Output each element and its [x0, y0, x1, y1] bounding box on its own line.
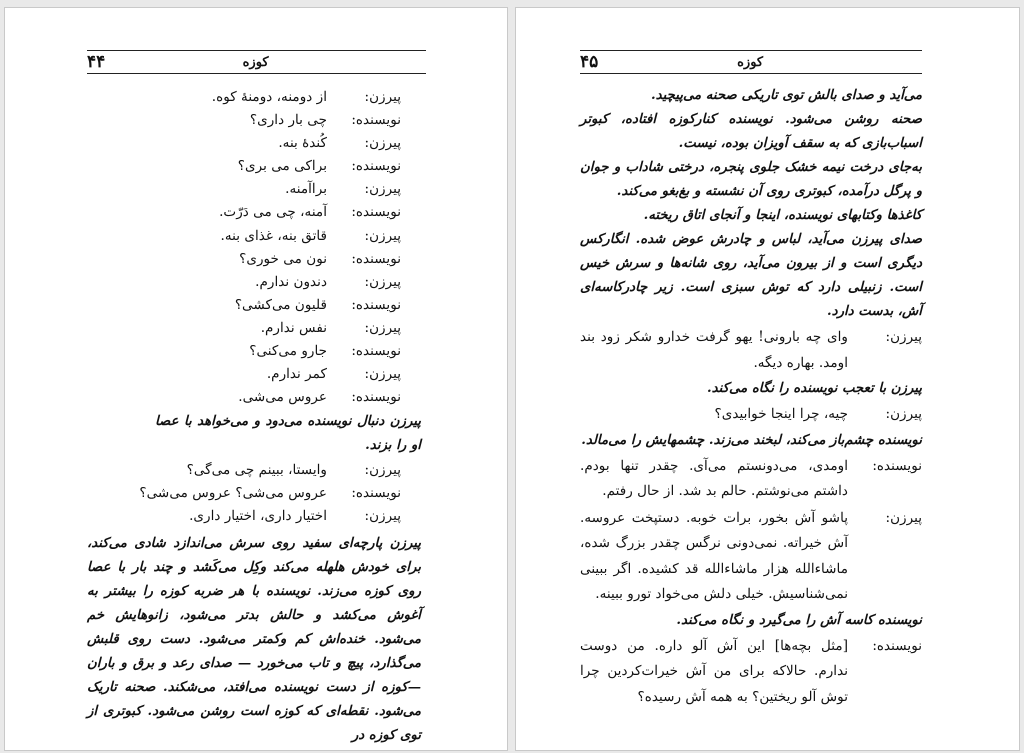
- speaker: نویسنده:: [351, 485, 401, 502]
- speaker: نویسنده:: [351, 389, 401, 406]
- line-text: براآمنه.: [285, 181, 327, 198]
- line-text: چی بار داری؟: [249, 112, 327, 129]
- speaker: پیرزن:: [885, 329, 922, 345]
- speaker: نویسنده:: [872, 457, 922, 474]
- stage-direction: پیرزن دنبال نویسنده می‌دود و می‌خواهد با عصا او را بزند.: [155, 414, 421, 453]
- speaker: نویسنده:: [351, 296, 401, 313]
- dialogue-line: [580, 634, 922, 711]
- dialogue-line: [173, 317, 401, 340]
- page-number: ۴۴: [87, 52, 106, 72]
- speaker: نویسنده:: [351, 250, 401, 267]
- header-rule: [580, 50, 922, 51]
- line-text: جارو می‌کنی؟: [249, 343, 327, 360]
- header-rule: [87, 50, 426, 51]
- line-text: عروس می‌شی؟ عروس می‌شی؟: [139, 485, 327, 502]
- speaker: پیرزن:: [364, 273, 401, 290]
- line-text: نفس ندارم.: [260, 319, 327, 336]
- dialogue-line: [173, 132, 401, 155]
- line-text: چیه، چرا اینجا خوابیدی؟: [714, 406, 848, 422]
- dialogue-line: [173, 109, 401, 132]
- dialogue-block: [173, 86, 401, 409]
- speaker: پیرزن:: [364, 227, 401, 244]
- line-text: قلیون می‌کشی؟: [234, 296, 327, 313]
- speaker: پیرزن:: [364, 181, 401, 198]
- dialogue-line: [173, 225, 401, 248]
- header-rule: [580, 73, 922, 74]
- speaker: پیرزن:: [364, 135, 401, 152]
- speaker: نویسنده:: [351, 343, 401, 360]
- stage-direction: نویسنده کاسه آش را می‌گیرد و نگاه می‌کند.: [676, 612, 922, 628]
- dialogue-line: [173, 155, 401, 178]
- dialogue-block: [139, 459, 401, 528]
- right-page: [515, 7, 1020, 751]
- line-text: پاشو آش بخور، برات خوبه. دستپخت عروسه. آش خیراته. نمی‌دونی نرگس چقدر بزرگ شده، ماشاءالله هزار ماشاءالله قد کشیده. اگر ببینی نمی‌شناسیش. خیلی دلش می‌خواد تورو ببینه.: [580, 509, 848, 602]
- dialogue-line: [173, 459, 401, 482]
- speaker: پیرزن:: [885, 406, 922, 422]
- dialogue-line: [173, 340, 401, 363]
- speaker: پیرزن:: [885, 509, 922, 526]
- dialogue-line: [173, 178, 401, 201]
- dialogue-line: [580, 402, 922, 428]
- line-text: کُندهٔ بنه.: [278, 135, 327, 152]
- page-number: ۴۵: [580, 52, 599, 72]
- speaker: نویسنده:: [351, 158, 401, 175]
- line-text: [مثل بچه‌ها] این آش آلو داره. من دوست ندارم. حالاکه برای من آش خیرات‌کردین چرا توش آلو ریختین؟ به همه آش رسیده؟: [580, 637, 848, 705]
- dialogue-line: [580, 506, 922, 608]
- line-text: کمر ندارم.: [266, 366, 327, 383]
- text-column: [580, 84, 922, 711]
- line-text: وای چه بارونی! یهو گرفت خدارو شکر زود بند اومد. بهاره دیگه.: [580, 329, 848, 371]
- line-text: از دومنه، دومنهٔ کوه.: [211, 89, 327, 105]
- line-text: براکی می بری؟: [237, 158, 327, 175]
- dialogue-line: [580, 454, 922, 505]
- speaker: پیرزن:: [364, 89, 401, 105]
- speaker: پیرزن:: [364, 508, 401, 525]
- stage-direction: می‌آید و صدای بالش توی تاریکی صحنه می‌پیچید.: [651, 88, 922, 103]
- line-text: عروس می‌شی.: [238, 389, 327, 406]
- line-text: اومدی، می‌دونستم می‌آی. چقدر تنها بودم. داشتم می‌نوشتم. حالم بد شد. از حال رفتم.: [580, 457, 848, 499]
- dialogue-line: [173, 363, 401, 386]
- page-header: [87, 52, 426, 72]
- dialogue-line: [173, 386, 401, 409]
- line-text: وایستا، ببینم چی می‌گی؟: [186, 462, 327, 478]
- speaker: پیرزن:: [364, 366, 401, 383]
- speaker: نویسنده:: [351, 112, 401, 129]
- stage-direction: کاغذها وکتابهای نویسنده، اینجا و آنجای اتاق ریخته.: [643, 208, 922, 223]
- stage-direction: پیرزن پارچه‌ای سفید روی سرش می‌اندازد شادی می‌کند، برای خودش هلهله می‌کند وکِل می‌کَشد و چند بار با عصا روی کوزه می‌زند. نویسنده با هر ضربه کوزه را بیشتر به آغوش می‌کشد و حالش بدتر می‌شود، زانوهایش خم می‌شود. خنده‌اش کم وکمتر می‌شود. دست روی قلبش می‌گذارد، پیچ و تاب می‌خورد — صدای رعد و برق و باران —کوزه از دست نویسنده می‌افتد، می‌شکند. صحنه تاریک می‌شود. نقطه‌ای که کوزه است روشن می‌شود. کبوتری از توی کوزه در: [87, 536, 421, 743]
- page-header: [580, 52, 922, 72]
- line-text: آمنه، چی می دَرّت.: [219, 204, 327, 221]
- line-text: اختیار داری، اختیار داری.: [189, 508, 327, 525]
- dialogue-line: [173, 505, 401, 528]
- stage-direction: به‌جای درخت نیمه خشک جلوی پنجره، درختی شاداب و جوان و پرگل درآمده، کبوتری روی آن نشسته و بغ‌بغو می‌کند.: [580, 160, 922, 199]
- speaker: پیرزن:: [364, 462, 401, 478]
- dialogue-line: [173, 271, 401, 294]
- dialogue-line: [580, 325, 922, 376]
- speaker: نویسنده:: [872, 637, 922, 654]
- left-page: [4, 7, 508, 751]
- dialogue-line: [173, 86, 401, 109]
- stage-direction: نویسنده چشم‌باز می‌کند، لبخند می‌زند. چشمهایش را می‌مالد.: [581, 432, 922, 448]
- running-title: کوزه: [737, 54, 764, 70]
- line-text: دندون ندارم.: [255, 273, 327, 290]
- dialogue-line: [139, 482, 401, 505]
- speaker: پیرزن:: [364, 319, 401, 336]
- line-text: نون می خوری؟: [239, 250, 327, 267]
- line-text: قاتق بنه، غذای بنه.: [220, 227, 327, 244]
- stage-direction: پیرزن با تعجب نویسنده را نگاه می‌کند.: [707, 381, 922, 396]
- dialogue-line: [173, 294, 401, 317]
- speaker: نویسنده:: [351, 204, 401, 221]
- header-rule: [87, 73, 426, 74]
- stage-direction: صحنه روشن می‌شود. نویسنده کنارکوزه افتاده، کبوتر اسباب‌بازی که به سقف آویزان بوده، نیست.: [580, 112, 922, 151]
- dialogue-line: [173, 201, 401, 224]
- dialogue-line: [173, 248, 401, 271]
- running-title: کوزه: [242, 54, 269, 70]
- stage-direction: صدای پیرزن می‌آید، لباس و چادرش عوض شده. انگارکس دیگری است و از بیرون می‌آید، روی شانه‌ها و سرش خیس است. زنبیلی دارد که توش سبزی است. زیر چادرکاسه‌ای آش، بدست دارد.: [580, 232, 922, 319]
